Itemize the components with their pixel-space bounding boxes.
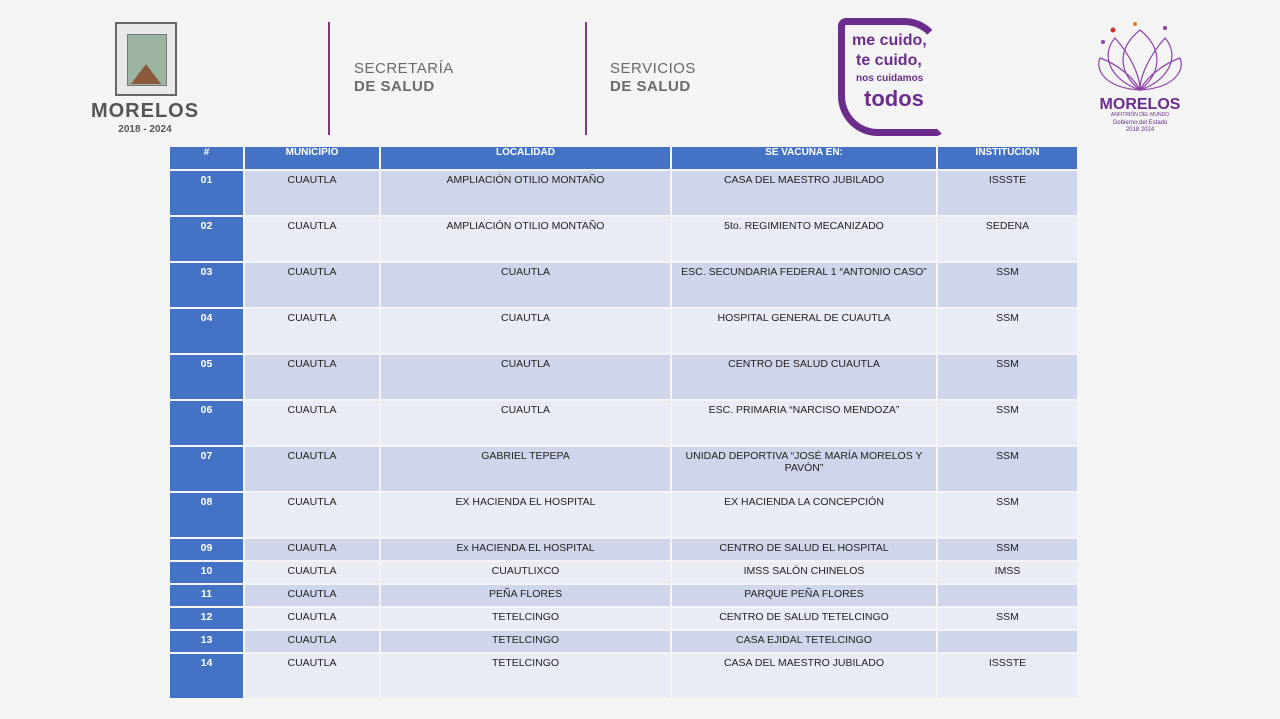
row-sede: HOSPITAL GENERAL DE CUAUTLA bbox=[672, 309, 936, 353]
row-sede: CASA DEL MAESTRO JUBILADO bbox=[672, 654, 936, 698]
row-institucion: SSM bbox=[938, 493, 1077, 537]
table-row bbox=[170, 447, 1077, 491]
row-number: 10 bbox=[170, 562, 243, 583]
row-number: 12 bbox=[170, 608, 243, 629]
row-sede: EX HACIENDA LA CONCEPCIÓN bbox=[672, 493, 936, 537]
row-localidad: AMPLIACIÓN OTILIO MONTAÑO bbox=[381, 171, 670, 215]
table-row bbox=[170, 654, 1077, 698]
slogan-logo bbox=[838, 18, 944, 136]
row-institucion: SEDENA bbox=[938, 217, 1077, 261]
row-sede: CENTRO DE SALUD TETELCINGO bbox=[672, 608, 936, 629]
row-number: 03 bbox=[170, 263, 243, 307]
row-institucion: SSM bbox=[938, 447, 1077, 491]
row-localidad: TETELCINGO bbox=[381, 654, 670, 698]
row-municipio: CUAUTLA bbox=[245, 447, 379, 491]
row-localidad: TETELCINGO bbox=[381, 631, 670, 652]
col-header-number: # bbox=[170, 147, 243, 169]
row-sede: CASA DEL MAESTRO JUBILADO bbox=[672, 171, 936, 215]
dept1-line1: SECRETARÍA bbox=[354, 60, 454, 77]
row-municipio: CUAUTLA bbox=[245, 493, 379, 537]
page-header bbox=[0, 0, 1280, 145]
table-row bbox=[170, 585, 1077, 606]
row-institucion: ISSSTE bbox=[938, 171, 1077, 215]
row-sede: PARQUE PEÑA FLORES bbox=[672, 585, 936, 606]
slogan-line1: me cuido, bbox=[852, 32, 927, 49]
gov-logo-name: MORELOS bbox=[1099, 96, 1181, 113]
row-institucion: SSM bbox=[938, 539, 1077, 560]
shield-mountain bbox=[131, 64, 161, 84]
slogan-line4: todos bbox=[864, 86, 924, 111]
row-sede: IMSS SALÓN CHINELOS bbox=[672, 562, 936, 583]
row-localidad: Ex HACIENDA EL HOSPITAL bbox=[381, 539, 670, 560]
row-institucion: SSM bbox=[938, 401, 1077, 445]
row-number: 01 bbox=[170, 171, 243, 215]
row-institucion: SSM bbox=[938, 355, 1077, 399]
row-localidad: TETELCINGO bbox=[381, 608, 670, 629]
row-municipio: CUAUTLA bbox=[245, 217, 379, 261]
vaccination-sites-table bbox=[168, 145, 1079, 700]
row-number: 14 bbox=[170, 654, 243, 698]
row-number: 05 bbox=[170, 355, 243, 399]
row-localidad: EX HACIENDA EL HOSPITAL bbox=[381, 493, 670, 537]
table-row bbox=[170, 631, 1077, 652]
row-municipio: CUAUTLA bbox=[245, 401, 379, 445]
row-number: 06 bbox=[170, 401, 243, 445]
row-institucion: IMSS bbox=[938, 562, 1077, 583]
row-number: 02 bbox=[170, 217, 243, 261]
slogan-line3: nos cuidamos bbox=[856, 73, 924, 84]
col-header-localidad: LOCALIDAD bbox=[381, 147, 670, 169]
col-header-sede: SE VACUNA EN: bbox=[672, 147, 936, 169]
row-localidad: CUAUTLA bbox=[381, 401, 670, 445]
row-sede: 5to. REGIMIENTO MECANIZADO bbox=[672, 217, 936, 261]
row-municipio: CUAUTLA bbox=[245, 562, 379, 583]
gov-logo-gov: Gobierno del Estado bbox=[1112, 120, 1168, 126]
row-localidad: CUAUTLA bbox=[381, 355, 670, 399]
row-localidad: GABRIEL TEPEPA bbox=[381, 447, 670, 491]
row-sede: ESC. SECUNDARIA FEDERAL 1 “ANTONIO CASO” bbox=[672, 263, 936, 307]
slogan-line2: te cuido, bbox=[856, 52, 922, 69]
row-sede: CENTRO DE SALUD CUAUTLA bbox=[672, 355, 936, 399]
table-header-row bbox=[170, 147, 1077, 169]
row-institucion: SSM bbox=[938, 309, 1077, 353]
row-municipio: CUAUTLA bbox=[245, 631, 379, 652]
dept2-line1: SERVICIOS bbox=[610, 60, 696, 77]
table-row bbox=[170, 539, 1077, 560]
dept1-line2: DE SALUD bbox=[354, 78, 435, 95]
table-row bbox=[170, 263, 1077, 307]
state-logo-years: 2018 - 2024 bbox=[118, 124, 172, 135]
row-institucion: SSM bbox=[938, 263, 1077, 307]
row-municipio: CUAUTLA bbox=[245, 654, 379, 698]
row-sede: UNIDAD DEPORTIVA “JOSÉ MARÍA MORELOS Y PAVÓN” bbox=[672, 447, 936, 491]
row-number: 04 bbox=[170, 309, 243, 353]
col-header-municipio: MUNICIPIO bbox=[245, 147, 379, 169]
state-shield-logo bbox=[115, 22, 177, 96]
col-header-institucion: INSTITUCIÓN bbox=[938, 147, 1077, 169]
row-number: 13 bbox=[170, 631, 243, 652]
gov-logo-subtitle bbox=[1085, 120, 1195, 134]
table-row bbox=[170, 309, 1077, 353]
dept-servicios-salud bbox=[610, 60, 696, 96]
row-municipio: CUAUTLA bbox=[245, 608, 379, 629]
state-logo-name: MORELOS bbox=[90, 100, 200, 122]
row-number: 09 bbox=[170, 539, 243, 560]
row-municipio: CUAUTLA bbox=[245, 355, 379, 399]
dept-secretaria-salud bbox=[354, 60, 454, 96]
row-localidad: CUAUTLA bbox=[381, 309, 670, 353]
row-localidad: CUAUTLIXCO bbox=[381, 562, 670, 583]
row-localidad: CUAUTLA bbox=[381, 263, 670, 307]
table-row bbox=[170, 171, 1077, 215]
divider bbox=[585, 22, 587, 135]
table-row bbox=[170, 493, 1077, 537]
table-row bbox=[170, 608, 1077, 629]
table-row bbox=[170, 401, 1077, 445]
row-number: 08 bbox=[170, 493, 243, 537]
table-row bbox=[170, 217, 1077, 261]
row-sede: ESC. PRIMARIA “NARCISO MENDOZA” bbox=[672, 401, 936, 445]
row-municipio: CUAUTLA bbox=[245, 171, 379, 215]
row-municipio: CUAUTLA bbox=[245, 539, 379, 560]
row-institucion: SSM bbox=[938, 608, 1077, 629]
table-row bbox=[170, 562, 1077, 583]
row-municipio: CUAUTLA bbox=[245, 309, 379, 353]
row-municipio: CUAUTLA bbox=[245, 263, 379, 307]
row-institucion bbox=[938, 631, 1077, 652]
row-localidad: AMPLIACIÓN OTILIO MONTAÑO bbox=[381, 217, 670, 261]
row-localidad: PEÑA FLORES bbox=[381, 585, 670, 606]
row-number: 07 bbox=[170, 447, 243, 491]
row-sede: CASA EJIDAL TETELCINGO bbox=[672, 631, 936, 652]
dept2-line2: DE SALUD bbox=[610, 78, 691, 95]
row-institucion: ISSSTE bbox=[938, 654, 1077, 698]
divider bbox=[328, 22, 330, 135]
row-number: 11 bbox=[170, 585, 243, 606]
morelos-flower-logo bbox=[1095, 20, 1185, 95]
table-row bbox=[170, 355, 1077, 399]
row-sede: CENTRO DE SALUD EL HOSPITAL bbox=[672, 539, 936, 560]
row-institucion bbox=[938, 585, 1077, 606]
row-municipio: CUAUTLA bbox=[245, 585, 379, 606]
gov-logo-tagline: ANFITRIÓN DEL MUNDO bbox=[1110, 112, 1170, 118]
gov-logo-years: 2018 2024 bbox=[1125, 127, 1155, 133]
